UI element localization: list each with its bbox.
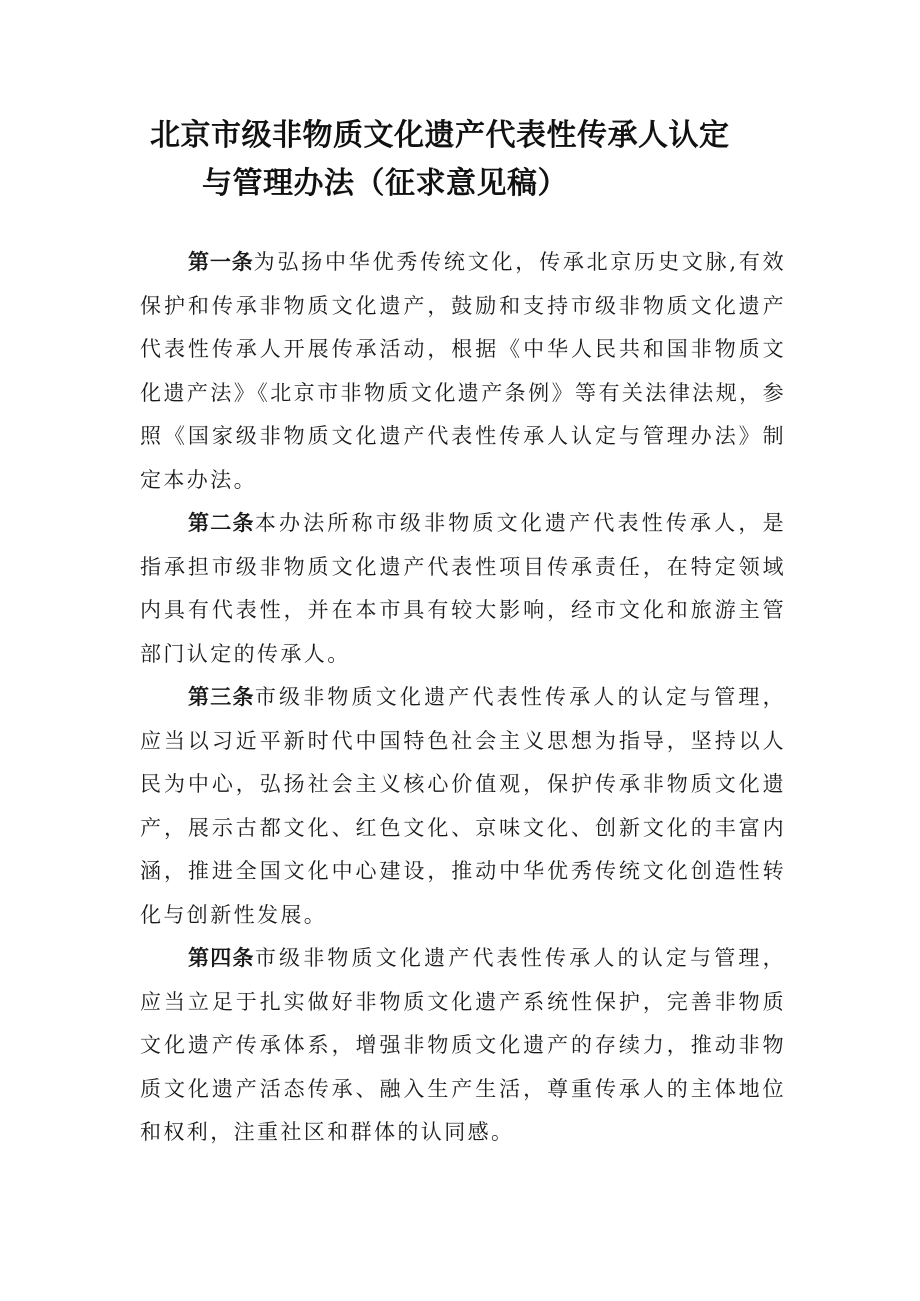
document-title: [150, 112, 810, 208]
article-number: 第二条: [188, 511, 255, 535]
article-2: [140, 502, 786, 676]
article-text: 市级非物质文化遗产代表性传承人的认定与管理，应当立足于扎实做好非物质文化遗产系统性保护，完善非物质文化遗产传承体系，增强非物质文化遗产的存续力，推动非物质文化遗产活态传承、融入生产生活，尊重传承人的主体地位和权利，注重社区和群体的认同感。: [140, 946, 786, 1144]
article-text: 为弘扬中华优秀传统文化，传承北京历史文脉,有效保护和传承非物质文化遗产，鼓励和支持市级非物质文化遗产代表性传承人开展传承活动，根据《中华人民共和国非物质文化遗产法》《北京市非物质文化遗产条例》等有关法律法规，参照《国家级非物质文化遗产代表性传承人认定与管理办法》制定本办法。: [140, 250, 786, 492]
article-1: [140, 241, 786, 502]
title-line-1: 北京市级非物质文化遗产代表性传承人认定: [150, 118, 730, 153]
article-number: 第四条: [188, 946, 255, 970]
article-number: 第三条: [188, 685, 255, 709]
document-body: [140, 241, 786, 1155]
article-number: 第一条: [188, 250, 254, 274]
article-4: [140, 937, 786, 1155]
title-line-2: 与管理办法（征求意见稿）: [202, 166, 568, 201]
article-3: [140, 676, 786, 937]
article-text: 市级非物质文化遗产代表性传承人的认定与管理，应当以习近平新时代中国特色社会主义思想为指导，坚持以人民为中心，弘扬社会主义核心价值观，保护传承非物质文化遗产，展示古都文化、红色文化、京味文化、创新文化的丰富内涵，推进全国文化中心建设，推动中华优秀传统文化创造性转化与创新性发展。: [140, 685, 786, 927]
article-text: 本办法所称市级非物质文化遗产代表性传承人，是指承担市级非物质文化遗产代表性项目传承责任，在特定领域内具有代表性，并在本市具有较大影响，经市文化和旅游主管部门认定的传承人。: [140, 511, 786, 666]
